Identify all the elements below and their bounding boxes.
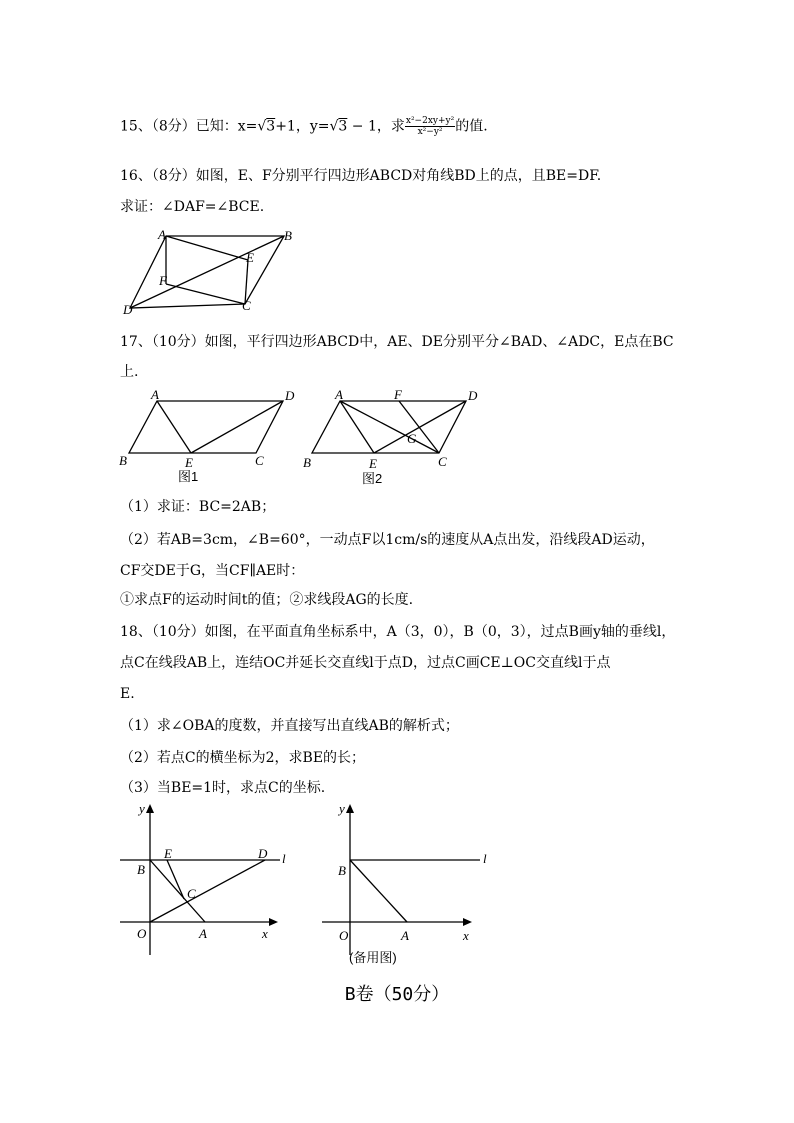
q17-f2-label-F: F bbox=[394, 387, 402, 402]
q18-f1-label-l: l bbox=[282, 851, 286, 866]
q18-part3: （3）当BE=1时，求点C的坐标. bbox=[120, 780, 326, 796]
q16-line1: 16、（8分）如图，E、F分别平行四边形ABCD对角线BD上的点，且BE=DF. bbox=[120, 168, 602, 184]
q17-f1-label-D: D bbox=[285, 388, 295, 403]
q17-part1: （1）求证：BC=2AB； bbox=[120, 499, 276, 515]
q15-fraction bbox=[405, 116, 455, 137]
q16-label-C: C bbox=[242, 298, 251, 313]
q17-f2-label-C: C bbox=[438, 454, 447, 469]
q17-line2: 上. bbox=[120, 364, 139, 380]
q16-label-B: B bbox=[284, 228, 292, 243]
q18-f2-label-O: O bbox=[339, 928, 349, 943]
q17-line1: 17、（10分）如图，平行四边形ABCD中，AE、DE分别平分∠BAD、∠ADC，E点在BC bbox=[120, 334, 674, 350]
q17-f2-label-E: E bbox=[369, 456, 377, 471]
q18-fig2-caption: (备用图) bbox=[349, 950, 397, 965]
q18-f1-y-arrow-icon bbox=[146, 804, 154, 813]
q18-f2-label-x: x bbox=[463, 928, 469, 943]
q18-f2-label-l: l bbox=[483, 851, 487, 866]
q17-f1-label-B: B bbox=[119, 453, 127, 468]
q15-frac-den: x²−y² bbox=[417, 127, 443, 137]
section-b-title: B卷（50分） bbox=[344, 984, 450, 1005]
q17-f2-label-G: G bbox=[407, 431, 417, 446]
q17-fig1-caption: 图1 bbox=[178, 469, 199, 484]
q18-f1-label-D: D bbox=[258, 846, 268, 861]
q18-f1-label-x: x bbox=[262, 926, 268, 941]
q15-y-root: 3 bbox=[338, 118, 348, 135]
q16-line2: 求证：∠DAF=∠BCE. bbox=[120, 199, 265, 215]
q18-f1-label-y: y bbox=[139, 801, 145, 816]
q18-f1-label-C: C bbox=[187, 886, 196, 901]
q18-line2: 点C在线段AB上，连结OC并延长交直线l于点D，过点C画CE⊥OC交直线l于点 bbox=[120, 655, 611, 671]
q17-figure-1 bbox=[115, 385, 305, 485]
q18-line3: E. bbox=[120, 686, 135, 702]
q16-label-D: D bbox=[123, 302, 133, 317]
q18-f1-label-E: E bbox=[164, 846, 172, 861]
q18-line1: 18、（10分）如图，在平面直角坐标系中，A（3，0），B（0，3），过点B画y轴的垂线l， bbox=[120, 624, 676, 640]
q17-part2-line3: ①求点F的运动时间t的值；②求线段AG的长度. bbox=[120, 592, 414, 608]
q17-f2-label-A: A bbox=[335, 387, 343, 402]
q15-x-tail: +1，y= bbox=[275, 118, 330, 135]
question-15: 15、（8分）已知：x=√3+1，y=√3 − 1，求 $\frac{\text{x²−2xy+y²}}{\text{x²−y²}}$ 的值. bbox=[120, 116, 488, 137]
q15-x-root: 3 bbox=[266, 118, 276, 135]
q18-f2-y-arrow-icon bbox=[346, 804, 354, 813]
q18-f2-label-A: A bbox=[401, 928, 409, 943]
q18-f2-x-arrow-icon bbox=[463, 918, 472, 926]
q18-part1: （1）求∠OBA的度数，并直接写出直线AB的解析式； bbox=[120, 718, 459, 734]
q15-prefix: 15、（8分）已知：x= bbox=[120, 118, 258, 135]
q18-f1-label-B: B bbox=[137, 862, 145, 877]
q17-f1-label-C: C bbox=[255, 453, 264, 468]
q18-f1-label-O: O bbox=[137, 926, 147, 941]
q17-figure-2 bbox=[295, 385, 490, 490]
q17-f1-label-A: A bbox=[151, 387, 159, 402]
q17-part2-line2: CF交DE于G，当CF∥AE时： bbox=[120, 563, 305, 579]
q18-f2-label-B: B bbox=[338, 863, 346, 878]
q17-f2-label-D: D bbox=[468, 388, 478, 403]
q16-label-F: F bbox=[159, 273, 167, 288]
q15-y-tail: − 1，求 bbox=[347, 118, 405, 135]
q18-part2: （2）若点C的横坐标为2，求BE的长； bbox=[120, 750, 366, 766]
q18-f1-x-arrow-icon bbox=[269, 918, 278, 926]
q17-fig2-caption: 图2 bbox=[362, 471, 383, 486]
q15-suffix: 的值. bbox=[455, 118, 488, 135]
q18-f1-label-A: A bbox=[199, 926, 207, 941]
q15-frac-num: x²−2xy+y² bbox=[405, 116, 455, 126]
q17-part2-line1: （2）若AB=3cm，∠B=60°，一动点F以1cm/s的速度从A点出发，沿线段AD运动， bbox=[120, 532, 655, 548]
q18-figure-1 bbox=[115, 800, 305, 960]
q17-f2-label-B: B bbox=[303, 455, 311, 470]
q17-f1-label-E: E bbox=[185, 455, 193, 470]
q16-label-A: A bbox=[158, 227, 166, 242]
q18-f2-label-y: y bbox=[339, 801, 345, 816]
q18-figure-2 bbox=[315, 800, 505, 970]
q16-figure bbox=[120, 226, 300, 318]
q16-label-E: E bbox=[246, 250, 254, 265]
